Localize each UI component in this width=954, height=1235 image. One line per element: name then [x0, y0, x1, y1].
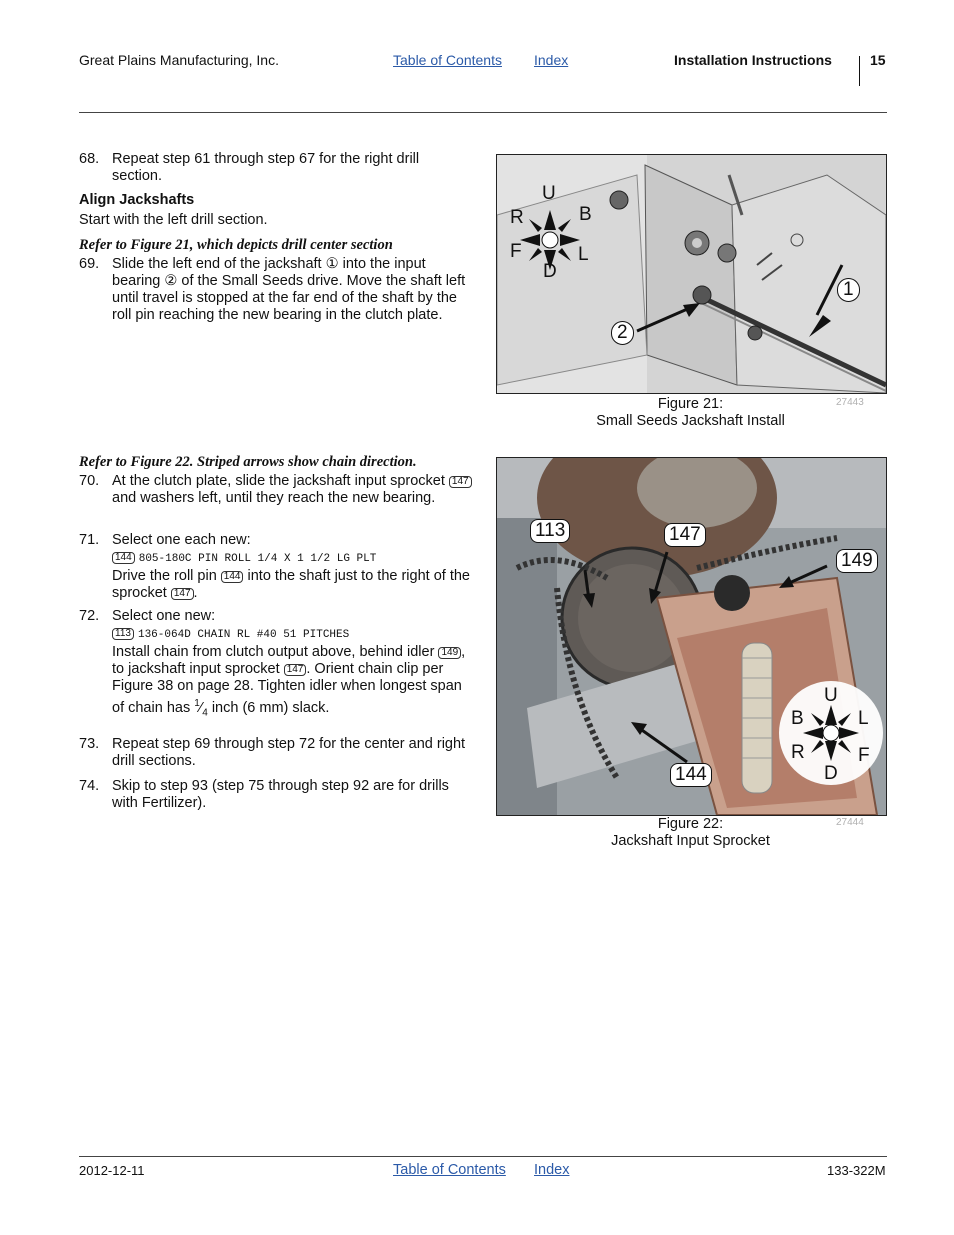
item-tag: 149 [438, 647, 461, 659]
step-text: Repeat step 69 through step 72 for the center and right drill sections. [112, 736, 466, 769]
header-divider [859, 56, 860, 86]
footer-index-link[interactable]: Index [534, 1162, 570, 1178]
compass-lower-right-label: L [578, 244, 589, 265]
figure-id: 27444 [836, 817, 864, 828]
figure-title: Small Seeds Jackshaft Install [596, 413, 785, 429]
sprocket-photo [497, 458, 886, 815]
item-tag: 147 [449, 476, 472, 488]
item-tag: 144 [112, 552, 135, 564]
step-text: Slide the left end of the jackshaft ① into the input bearing ② of the Small Seeds drive. Move the shaft left until travel is stopped at the far end of the shaft by the roll pin reaching the new bearing in the clutch plate. [112, 256, 466, 323]
callout-147: 147 [664, 523, 706, 547]
compass-right-label: B [579, 204, 592, 225]
step-text [112, 608, 472, 722]
intro-text: Start with the left drill section. [79, 212, 268, 228]
footer-rule [79, 1156, 887, 1157]
figure-reference: Refer to Figure 22. Striped arrows show chain direction. [79, 454, 417, 470]
text-run: inch (6 mm) slack. [211, 699, 330, 716]
item-tag: 113 [112, 628, 134, 640]
compass-upper-right-label: L [858, 708, 869, 729]
step-number: 73. [79, 736, 100, 752]
text-run [112, 568, 472, 602]
part-number: 136-064D CHAIN RL #40 51 PITCHES [137, 629, 350, 641]
section-heading: Align Jackshafts [79, 192, 195, 208]
part-line [112, 549, 472, 568]
compass-down-label: D [543, 261, 557, 282]
compass-lower-left-label: R [791, 742, 805, 763]
text-run: Install chain from clutch output above, behind idler [112, 644, 435, 660]
step-text: Skip to step 93 (step 75 through step 92 are for drills with Fertilizer). [112, 778, 449, 811]
step-number: 69. [79, 256, 100, 272]
callout-144: 144 [670, 763, 712, 787]
text-run: . Orient chain clip per Figure 38 on page 28. Tighten idler when longest span of chain has [112, 661, 462, 716]
step-text: Repeat step 61 through step 67 for the right drill section. [112, 151, 420, 184]
text-run: Select one each new: [112, 532, 251, 548]
figure-22-image [496, 457, 887, 816]
fraction-numerator: 1 [194, 698, 200, 709]
callout-149: 149 [836, 549, 878, 573]
step-number: 70. [79, 473, 100, 489]
item-tag: 147 [284, 664, 307, 676]
figure-title: Jackshaft Input Sprocket [611, 833, 770, 849]
text-run: , to jackshaft input sprocket [112, 644, 466, 677]
step-number: 71. [79, 532, 100, 548]
callout-113: 113 [530, 519, 570, 543]
footer-date: 2012-12-11 [79, 1163, 145, 1178]
figure-21-caption [496, 396, 885, 430]
figure-reference: Refer to Figure 21, which depicts drill center section [79, 237, 393, 253]
text-run: . [193, 585, 198, 601]
compass-up-label: U [824, 685, 838, 706]
step-text [112, 532, 472, 602]
page-number: 15 [870, 52, 886, 68]
part-line [112, 625, 472, 644]
text-run: Install chain from clutch output above, behind idler 149 , to jackshaft input sprocket 147 . Orient chain clip per Figure 38 on page 28. Tighten idler when longest span of chain has $^1⁄_4$ inch (6 mm) slack. [112, 644, 466, 719]
header-toc-link[interactable]: Table of Contents [393, 52, 502, 68]
fraction-denominator: 4 [202, 707, 208, 719]
callout-1: 1 [837, 278, 860, 302]
figure-id: 27443 [836, 397, 864, 408]
compass-rose [803, 705, 859, 761]
figure-21-image [496, 154, 887, 394]
figure-label: Figure 22: [657, 816, 724, 832]
compass-down-label: D [824, 763, 838, 784]
footer-doc-number: 133-322M [827, 1163, 886, 1178]
step-text [112, 473, 472, 507]
step-number: 74. [79, 778, 100, 794]
header-index-link[interactable]: Index [534, 52, 569, 68]
header-rule [79, 112, 887, 113]
figure-label: Figure 21: [657, 396, 724, 412]
callout-2: 2 [611, 321, 634, 345]
step-number: 72. [79, 608, 100, 624]
figure-22-caption [496, 816, 885, 850]
company-name: Great Plains Manufacturing, Inc. [79, 52, 279, 68]
compass-lower-left-label: F [510, 241, 522, 262]
compass-lower-right-label: F [858, 745, 870, 766]
footer-toc-link[interactable]: Table of Contents [393, 1162, 506, 1178]
section-title: Installation Instructions [674, 52, 832, 68]
text-run: At the clutch plate, slide the jackshaft input sprocket [112, 473, 445, 489]
part-number: 805-180C PIN ROLL 1/4 X 1 1/2 LG PLT [138, 553, 377, 565]
compass-up-label: U [542, 183, 556, 204]
compass-upper-left-label: B [791, 708, 804, 729]
item-tag: 147 [171, 588, 194, 600]
text-run: Drive the roll pin [112, 568, 217, 584]
text-run: and washers left, until they reach the new bearing. [112, 490, 436, 506]
text-run: into the shaft just to the right of the sprocket [112, 568, 470, 601]
step-number: 68. [79, 151, 100, 167]
item-tag: 144 [221, 571, 244, 583]
text-run: Select one new: [112, 608, 216, 624]
compass-left-label: R [510, 207, 524, 228]
